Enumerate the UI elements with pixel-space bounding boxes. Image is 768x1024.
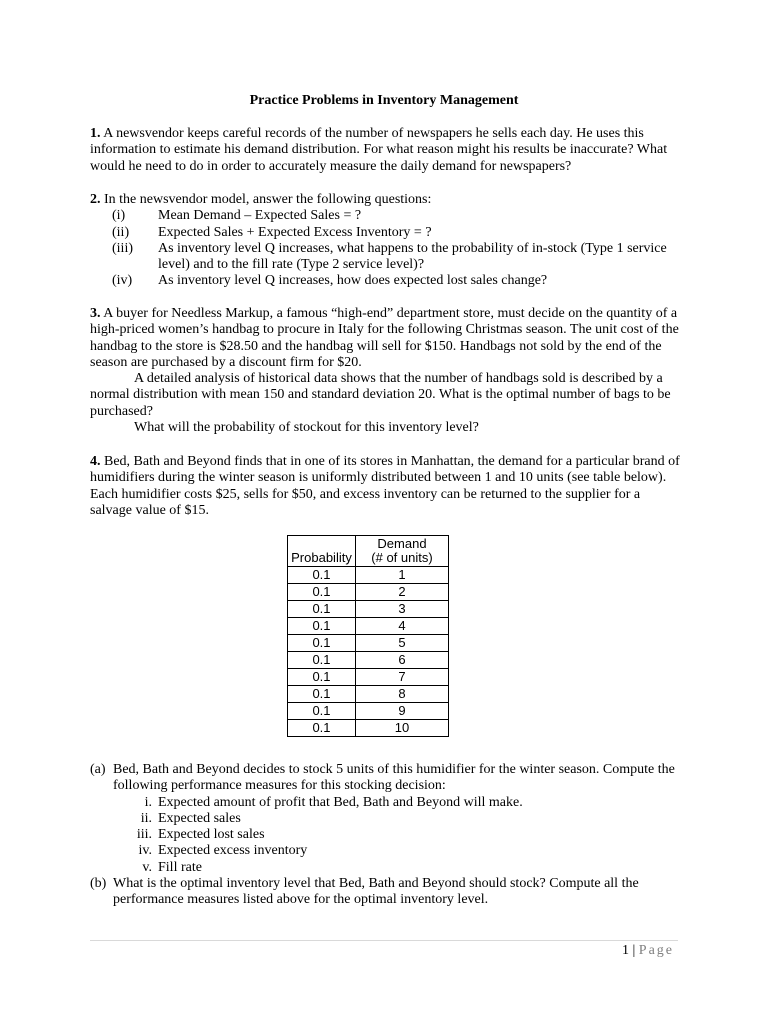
cell-demand: 9 xyxy=(356,703,449,720)
list-item-label: (ii) xyxy=(112,224,130,240)
table-row xyxy=(288,652,449,669)
list-item xyxy=(90,827,680,843)
question-number: 4. xyxy=(90,454,101,469)
list-item-label: (iv) xyxy=(112,273,133,289)
part-text: What is the optimal inventory level that Bed, Bath and Beyond should stock? Compute all the performance measures listed above for the optimal inventory level. xyxy=(113,876,639,908)
cell-probability: 0.1 xyxy=(288,703,356,720)
list-item xyxy=(90,208,680,224)
list-item-text: Fill rate xyxy=(158,859,202,875)
column-header-probability: Probability xyxy=(288,536,356,567)
cell-probability: 0.1 xyxy=(288,601,356,618)
column-header-demand xyxy=(356,536,449,567)
page-number: 1 xyxy=(621,943,629,958)
footer-divider xyxy=(90,940,678,941)
cell-demand: 2 xyxy=(356,584,449,601)
table-row xyxy=(288,567,449,584)
page-title: Practice Problems in Inventory Management xyxy=(249,93,519,108)
list-item-text: As inventory level Q increases, how does expected lost sales change? xyxy=(158,273,548,289)
part-label: (b) xyxy=(90,876,107,892)
cell-demand: 5 xyxy=(356,635,449,652)
list-item-label: iv. xyxy=(138,843,152,859)
list-item-text: As inventory level Q increases, what happens to the probability of in-stock (Type 1 service level) and to the fill rate (Type 2 service level)? xyxy=(158,240,667,273)
list-item-label: v. xyxy=(142,859,152,875)
list-item-text: Expected lost sales xyxy=(158,827,265,843)
list-item xyxy=(90,273,680,289)
cell-probability: 0.1 xyxy=(288,618,356,635)
list-item xyxy=(90,811,680,827)
cell-probability: 0.1 xyxy=(288,635,356,652)
part-label: (a) xyxy=(90,762,106,777)
cell-probability: 0.1 xyxy=(288,567,356,584)
list-item-text: Expected Sales + Expected Excess Inventory = ? xyxy=(158,224,432,240)
question-1 xyxy=(90,126,680,175)
table-header-row xyxy=(288,536,449,567)
table-row xyxy=(288,618,449,635)
part-text: Bed, Bath and Beyond decides to stock 5 units of this humidifier for the winter season. Compute the following performance measures for this stocking decision: xyxy=(113,762,675,794)
question-number: 1. xyxy=(90,126,101,141)
question-3 xyxy=(90,306,680,436)
list-item-label: iii. xyxy=(136,827,152,843)
list-item xyxy=(90,860,680,876)
question-text: Bed, Bath and Beyond finds that in one of its stores in Manhattan, the demand for a particular brand of humidifiers during the winter season is uniformly distributed between 1 and 10 units (see table below). Each humidifier costs $25, sells for $50, and excess inventory can be returned to the supplier for a salvage value of $15. xyxy=(90,454,680,518)
cell-demand: 6 xyxy=(356,652,449,669)
list-item xyxy=(90,241,680,274)
question-number: 2. xyxy=(90,192,101,207)
cell-probability: 0.1 xyxy=(288,669,356,686)
cell-demand: 10 xyxy=(356,720,449,737)
question-4 xyxy=(90,454,680,519)
list-item-text: Expected sales xyxy=(158,810,241,826)
cell-probability: 0.1 xyxy=(288,584,356,601)
list-item-text: Expected amount of profit that Bed, Bath and Beyond will make. xyxy=(158,794,523,810)
table-row xyxy=(288,720,449,737)
table-row xyxy=(288,601,449,618)
cell-demand: 7 xyxy=(356,669,449,686)
question-text: A buyer for Needless Markup, a famous “high-end” department store, must decide on the quantity of a high-priced women’s handbag to procure in Italy for the following Christmas season. The unit cost of the handbag to the store is $28.50 and the handbag will sell for $150. Handbags not sold by the end of the season are purchased by a discount firm for $20. xyxy=(90,306,679,370)
part-b xyxy=(90,876,680,909)
question-4-parts xyxy=(90,762,680,909)
part-a xyxy=(90,762,680,795)
header-demand-line1: Demand xyxy=(377,536,427,551)
page-footer xyxy=(622,943,674,959)
list-item-label: (i) xyxy=(112,208,126,224)
cell-demand: 1 xyxy=(356,567,449,584)
demand-probability-table xyxy=(287,535,449,737)
question-paragraph: A detailed analysis of historical data shows that the number of handbags sold is described by a normal distribution with mean 150 and standard deviation 20. What is the optimal number of bags to be purchased? xyxy=(90,371,671,419)
page-word: Page xyxy=(638,943,674,958)
list-item xyxy=(90,795,680,811)
list-item xyxy=(90,225,680,241)
cell-probability: 0.1 xyxy=(288,720,356,737)
list-item-text: Mean Demand – Expected Sales = ? xyxy=(158,208,362,224)
question-number: 3. xyxy=(90,306,101,321)
list-item-label: (iii) xyxy=(112,240,133,256)
page-separator: | xyxy=(632,943,636,958)
list-item-text: Expected excess inventory xyxy=(158,843,308,859)
list-item xyxy=(90,843,680,859)
cell-probability: 0.1 xyxy=(288,686,356,703)
header-demand-line2: (# of units) xyxy=(371,550,433,565)
table-row xyxy=(288,703,449,720)
cell-demand: 4 xyxy=(356,618,449,635)
question-text: A newsvendor keeps careful records of the number of newspapers he sells each day. He uses this information to estimate his demand distribution. For what reason might his results be inaccurate? What would he need to do in order to accurately measure the daily demand for newspapers? xyxy=(90,126,668,174)
question-paragraph: What will the probability of stockout for this inventory level? xyxy=(134,420,479,436)
list-item-label: ii. xyxy=(140,810,152,826)
table-row xyxy=(288,686,449,703)
list-item-label: i. xyxy=(144,794,152,810)
question-2 xyxy=(90,192,680,290)
cell-probability: 0.1 xyxy=(288,652,356,669)
question-intro: In the newsvendor model, answer the following questions: xyxy=(104,192,432,207)
table-row xyxy=(288,635,449,652)
cell-demand: 3 xyxy=(356,601,449,618)
table-row xyxy=(288,584,449,601)
cell-demand: 8 xyxy=(356,686,449,703)
table-row xyxy=(288,669,449,686)
